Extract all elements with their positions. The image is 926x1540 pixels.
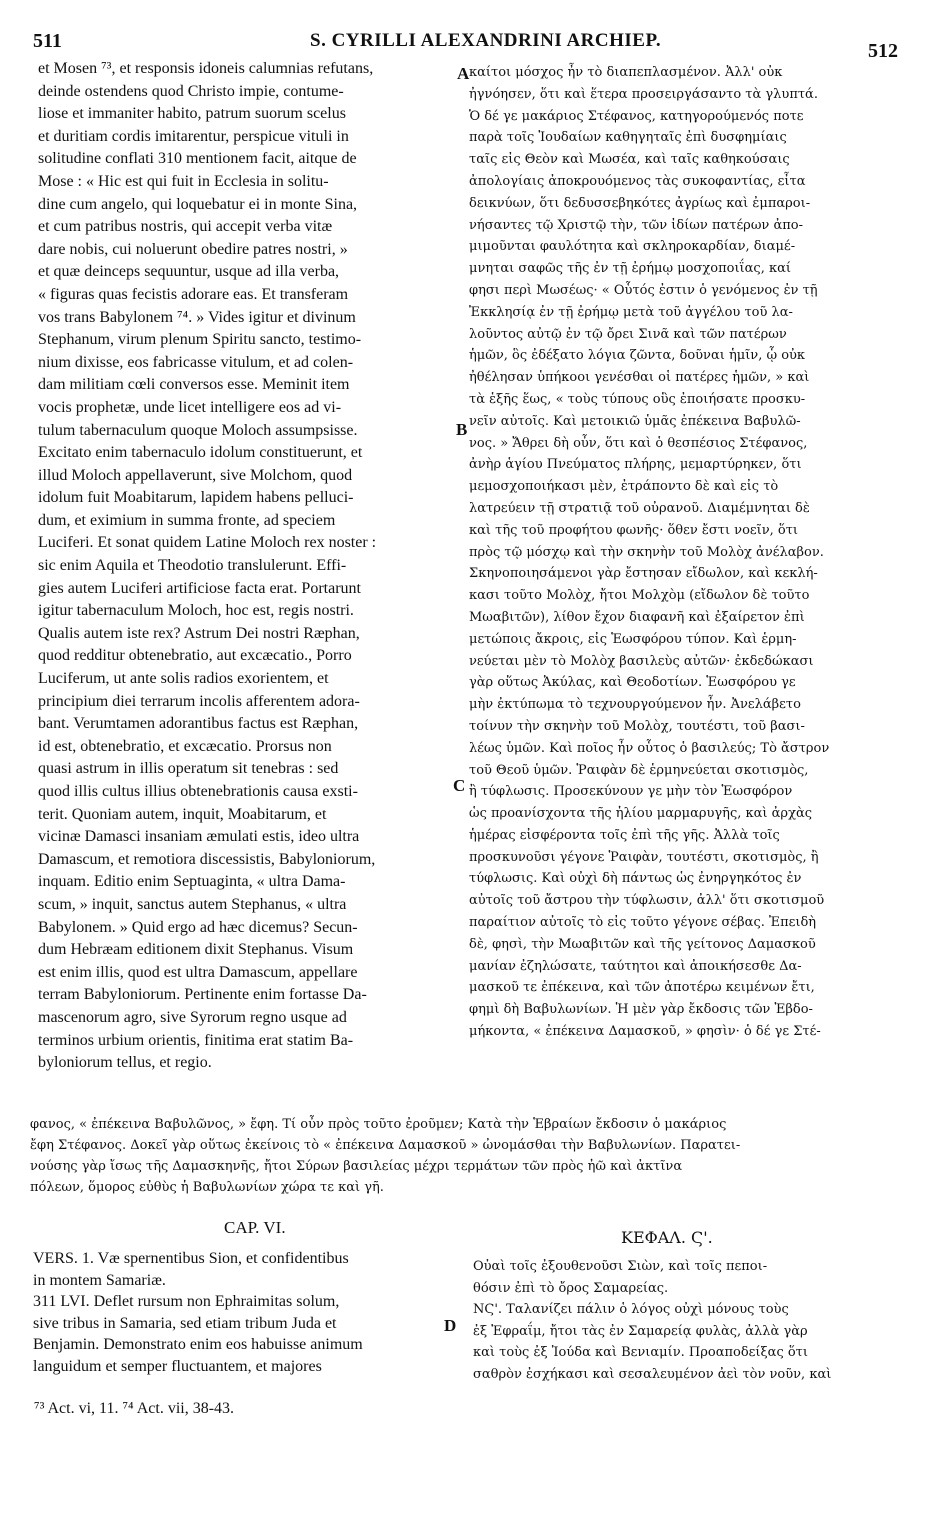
greek-line: νήσαντες τῷ Χριστῷ τὴν, τῶν ἰδίων πατέρων ἀπο- <box>469 217 804 233</box>
greek-line: Σκηνοποιησάμενοι γὰρ ἔστησαν εἴδωλον, καὶ κεκλή- <box>469 566 818 582</box>
greek-line: ἡμῶν, ὃς ἐδέξατο λόγια ζῶντα, δοῦναι ἡμῖν, ᾧ οὐκ <box>469 348 806 364</box>
margin-marker-c: C <box>453 776 466 795</box>
latin-line: Luciferi. Et sonat quidem Latine Moloch rex noster : <box>38 534 377 552</box>
latin-line: idolum fuit Moabitarum, lapidem habens pelluci- <box>38 489 354 507</box>
full-width-line: φανος, « ἐπέκεινα Βαβυλῶνος, » ἔφη. Τί οὖν πρὸς τοῦτο ἐροῦμεν; Κατὰ τὴν Ἑβραίων ἔκδοσιν ὁ μακάριος <box>30 1117 727 1132</box>
latin-line: mascenorum agro, sive Syrorum regno usque ad <box>38 1008 347 1026</box>
latin-line: quasi astrum in illis operatum sit tenebras : sed <box>38 760 339 778</box>
greek-line: καίτοι μόσχος ἦν τὸ διαπεπλασμένον. Ἀλλ' οὐκ <box>469 65 783 80</box>
greek-line: μασκοῦ τε ἐπέκεινα, καὶ τῶν ἀποτέρω κειμένων ἔτι, <box>469 980 815 996</box>
running-header <box>0 30 926 60</box>
latin-line: et quæ deinceps sequuntur, usque ad illa verba, <box>38 263 340 281</box>
latin-line: Luciferum, ut ante solis radios exorientem, et <box>38 670 329 688</box>
greek-line: ἢ τύφλωσις. Προσεκύνουν γε μὴν τὸν Ἑωσφόρον <box>469 784 793 800</box>
latin-line: inquam. Editio enim Septuaginta, « ultra Dama- <box>38 873 346 891</box>
greek-line: μανίαν ἐζηλώσατε, ταύτητοι καὶ ἀποικήσεσθε Δα- <box>469 958 802 974</box>
latin-line: sive tribus in Samaria, sed etiam tribum Juda et <box>33 1314 337 1332</box>
latin-line: terram Babyloniorum. Pertinente enim fortasse Da- <box>38 986 367 1004</box>
latin-line: vos trans Babylonem ⁷⁴. » Vides igitur et divinum <box>38 308 356 326</box>
latin-line: languidum et semper fluctuantem, et majores <box>33 1357 322 1375</box>
latin-line: igitur tabernaculum Moloch, hoc est, regis nostri. <box>38 602 354 620</box>
latin-line: tulum tabernaculum quoque Moloch assumpsisse. <box>38 421 358 439</box>
greek-line: πρὸς τῷ μόσχῳ καὶ τὴν σκηνὴν τοῦ Μολὸχ ἀνέλαβον. <box>469 544 824 560</box>
greek-line: ἀπολογίαις ἀποκρουόμενος τὰς συκοφαντίας, εἶτα <box>469 173 806 189</box>
latin-line: Stephanum, virum plenum Spiritu sancto, testimo- <box>38 331 362 349</box>
latin-line: Babylonem. » Quid ergo ad hæc dicemus? Secun- <box>38 918 358 936</box>
latin-line: principium diei terrarum incolis afferentem adora- <box>38 692 360 710</box>
greek-line: μὴν ἐκτύπωμα τὸ τεχνουργούμενον ἦν. Ἀνελάβετο <box>469 697 801 713</box>
greek-line: δεικνύων, ὅτι δεδυσσεβηκότες ἀγρίως καὶ ἐμπαροι- <box>469 195 811 211</box>
margin-marker-d: D <box>444 1316 457 1335</box>
full-width-line: νούσης γὰρ ἴσως τῆς Δαμασκηνῆς, ἤτοι Σύρων βασιλείας μέχρι τερμάτων τῶν πρὸς ἠῶ καὶ ἀκτῖνα <box>30 1159 683 1174</box>
latin-line: scum, » inquit, sanctus autem Stephanus, « ultra <box>38 895 347 913</box>
full-width-line: ἔφη Στέφανος. Δοκεῖ γὰρ οὕτως ἐκείνοις τὸ « ἐπέκεινα Δαμασκοῦ » ὠνομάσθαι τὴν Βαβυλωνίων. Παρατει- <box>30 1138 741 1153</box>
margin-marker-b: B <box>456 420 468 439</box>
greek-column-bottom <box>473 1256 905 1386</box>
greek-line: Οὐαὶ τοῖς ἐξουθενοῦσι Σιὼν, καὶ τοῖς πεποι- <box>473 1259 768 1274</box>
greek-line: μιμοῦνται φαυλότητα καὶ σκληροκαρδίαν, διαμέ- <box>469 239 796 255</box>
full-width-greek-text <box>30 1114 900 1198</box>
greek-line: ταῖς εἰς Θεὸν καὶ Μωσέα, καὶ ταῖς καθηκούσαις <box>469 152 790 168</box>
latin-line: vocis prophetæ, unde licet intelligere eos ad vi- <box>38 398 342 416</box>
latin-line: quod redditur obtenebratio, aut excæcatio., Porro <box>38 647 352 665</box>
greek-line: παραίτιον αὐτοῖς τὸ εἰς τοῦτο γέγονε σέβας. Ἐπειδὴ <box>469 915 817 931</box>
latin-column-bottom <box>33 1248 443 1378</box>
latin-line: Benjamin. Demonstrato enim eos habuisse animum <box>33 1336 363 1354</box>
greek-line: μεμοσχοποιήκασι μὲν, ἐτράποντο δὲ καὶ εἰς τὸ <box>469 479 779 495</box>
greek-line: ἡμέρας εἰσφέροντα τοῖς ἐπὶ τῆς γῆς. Ἀλλὰ τοῖς <box>469 827 780 843</box>
greek-line: μήκοντα, « ἐπέκεινα Δαμασκοῦ, » φησὶν· ὁ δέ γε Στέ- <box>469 1024 821 1040</box>
page-number-right: 512 <box>868 40 898 62</box>
latin-line: dare nobis, cui noluerunt obedire patres nostri, » <box>38 240 348 258</box>
page-number-left: 511 <box>33 30 62 52</box>
greek-line: αὐτοῖς τοῦ ἄστρου τὴν τύφλωσιν, ἀλλ' ὅτι σκοτισμοῦ <box>469 893 825 909</box>
latin-line: dum, et eximium in summa fronte, ad speciem <box>38 511 336 529</box>
latin-line: Qualis autem iste rex? Astrum Dei nostri Ræphan, <box>38 624 360 642</box>
latin-line: et Mosen ⁷³, et responsis idoneis calumnias refutans, <box>38 60 374 77</box>
latin-line: sic enim Aquila et Theodotio translulerunt. Effi- <box>38 557 347 575</box>
latin-line: bant. Verumtamen adorantibus factus est Ræphan, <box>38 715 359 733</box>
latin-line: et duritiam cordis imitarentur, perspicue vituli in <box>38 127 349 145</box>
latin-column-top <box>38 58 456 1075</box>
greek-line: ἐξ Ἐφραΐμ, ἤτοι τὰς ἐν Σαμαρείᾳ φυλὰς, ἀλλὰ γὰρ <box>473 1323 808 1339</box>
greek-line: κασι τοῦτο Μολὸχ, ἤτοι Μολχὸμ (εἴδωλον δὲ τοῦτο <box>469 588 810 604</box>
greek-line: καὶ τῆς τοῦ προφήτου φωνῆς· ὅθεν ἔστι νοεῖν, ὅτι <box>469 522 799 538</box>
greek-line: παρὰ τοῖς Ἰουδαίων καθηγηταῖς ἐπὶ δυσφημίαις <box>469 130 787 146</box>
greek-line: ΝϚ'. Ταλανίζει πάλιν ὁ λόγος οὐχὶ μόνους τοὺς <box>473 1302 789 1318</box>
latin-line: quod illis cultus illius obtenebrationis causa exsti- <box>38 783 358 800</box>
greek-line: τύφλωσις. Καὶ οὐχὶ δὴ πάντως ὡς ἐνηργηκότος ἐν <box>469 871 802 887</box>
greek-line: δὲ, φησὶ, τὴν Μωαβιτῶν καὶ τῆς γείτονος Δαμασκοῦ <box>469 936 816 952</box>
latin-line: gies autem Luciferi artificiose facta erat. Portarunt <box>38 579 361 597</box>
greek-line: μνηται σαφῶς τῆς ἐν τῇ ἐρήμῳ μοσχοποιΐας, καί <box>469 261 791 277</box>
latin-line: solitudine conflati 310 mentionem facit, aitque de <box>38 150 357 168</box>
latin-line: in montem Samariæ. <box>33 1271 166 1289</box>
greek-line: λέως ὑμῶν. Καὶ ποῖος ἦν οὗτος ὁ βασιλεύς; Τὸ ἄστρον <box>469 740 830 756</box>
greek-line: λοῦντος αὐτῷ ἐν τῷ ὄρει Σινᾶ καὶ τῶν πατέρων <box>469 326 787 342</box>
latin-line: illud Moloch appellaverunt, sive Molchom, quod <box>38 466 353 484</box>
greek-line: φημὶ δὴ Βαβυλωνίων. Ἡ μὲν γὰρ ἔκδοσις τῶν Ἑβδο- <box>469 1002 813 1018</box>
greek-line: λατρεύειν τῇ στρατιᾷ τοῦ οὐρανοῦ. Διαμέμνηται δὲ <box>469 500 810 516</box>
latin-line: terit. Quoniam autem, inquit, Moabitarum, et <box>38 805 327 823</box>
latin-line: liose et immaniter habito, patrum suorum scelus <box>38 105 346 123</box>
greek-line: τοίνυν τὴν σκηνὴν τοῦ Μολὸχ, τουτέστι, τοῦ βασι- <box>469 718 805 734</box>
latin-line: nium dixisse, eos fabricasse vitulum, et ad colen- <box>38 353 354 371</box>
greek-line: τοῦ Θεοῦ ὑμῶν. Ῥαιφὰν δὲ ἑρμηνεύεται σκοτισμὸς, <box>469 762 809 778</box>
latin-line: Mose : « Hic est qui fuit in Ecclesia in solitu- <box>38 172 329 190</box>
latin-line: deinde ostendens quod Christo impie, contume- <box>38 82 344 100</box>
latin-line: 311 LVI. Deflet rursum non Ephraimitas solum, <box>33 1293 340 1311</box>
latin-line: est enim illis, quod est ultra Damascum, appellare <box>38 963 358 981</box>
greek-line: σαθρὸν ἐσχήκασι καὶ σεσαλευμένον ἀεὶ τὸν νοῦν, καὶ <box>473 1366 832 1382</box>
latin-line: vicinæ Damasci insaniam æmulati estis, ideo ultra <box>38 828 360 846</box>
greek-line: Μωαβιτῶν), λίθον ἔχον διαφανῆ καὶ ἐξαίρετον ἐπὶ <box>469 609 805 625</box>
latin-line: dum Hebræam editionem dixit Stephanus. Visum <box>38 941 354 959</box>
chapter-heading-latin: CAP. VI. <box>224 1218 286 1237</box>
latin-line: id est, obtenebratio, et excæcatio. Prorsus non <box>38 737 332 755</box>
footnotes: ⁷³ Act. vi, 11. ⁷⁴ Act. vii, 38-43. <box>34 1400 235 1417</box>
latin-line: byloniorum tellus, et regio. <box>38 1054 212 1072</box>
greek-column-top <box>469 62 905 1043</box>
latin-line: et cum patribus nostris, qui accepit verba vitæ <box>38 218 333 236</box>
greek-line: προσκυνοῦσι γέγονε Ῥαιφὰν, τουτέστι, σκοτισμὸς, ἢ <box>469 849 819 865</box>
greek-line: γὰρ οὕτως Ἀκύλας, καὶ Θεοδοτίων. Ἑωσφόρου γε <box>469 675 796 691</box>
greek-line: ἠθέλησαν ὑπήκοοι γενέσθαι οἱ πατέρες ἡμῶν, » καὶ <box>469 370 810 386</box>
greek-line: θόσιν ἐπὶ τὸ ὄρος Σαμαρείας. <box>473 1280 669 1296</box>
greek-line: νεύεται μὲν τὸ Μολὸχ βασιλεὺς αὐτῶν· ἐκδεδώκασι <box>469 653 814 669</box>
latin-line: dine cum angelo, qui loquebatur ei in monte Sina, <box>38 195 358 213</box>
latin-line: Excitato enim tabernaculo idolum constituerunt, et <box>38 444 363 462</box>
latin-line: VERS. 1. Væ spernentibus Sion, et confidentibus <box>33 1250 349 1267</box>
greek-line: καὶ τοὺς ἐξ Ἰούδα καὶ Βενιαμίν. Προαποδείξας ὅτι <box>473 1345 808 1361</box>
greek-line: Ὁ δέ γε μακάριος Στέφανος, κατηγορούμενός ποτε <box>469 108 804 124</box>
latin-line: terminos urbium orientis, finitima erat statim Ba- <box>38 1031 354 1049</box>
greek-line: τὰ ἑξῆς ἕως, « τοὺς τύπους οὓς ἐποιήσατε προσκυ- <box>469 391 806 407</box>
greek-line: φησι περὶ Μωσέως· « Οὗτός ἐστιν ὁ γενόμενος ἐν τῇ <box>469 282 818 298</box>
greek-line: ἠγνόησεν, ὅτι καὶ ἕτερα προσειργάσαντο τὰ γλυπτά. <box>469 86 818 102</box>
chapter-heading-greek: ΚΕΦΑΛ. Ϛ'. <box>621 1228 713 1247</box>
greek-line: ἀνὴρ ἁγίου Πνεύματος πλήρης, μεμαρτύρηκεν, ὅτι <box>469 457 802 473</box>
greek-line: νεῖν αὐτοῖς. Καὶ μετοικιῶ ὑμᾶς ἐπέκεινα Βαβυλῶ- <box>469 413 801 429</box>
greek-line: μετώποις ἄκροις, εἰς Ἑωσφόρου τύπον. Καὶ ἑρμη- <box>469 631 797 647</box>
greek-line: νος. » Ἄθρει δὴ οὖν, ὅτι καὶ ὁ θεσπέσιος Στέφανος, <box>469 435 808 451</box>
latin-line: dam militiam cœli conversos esse. Meminit item <box>38 376 350 394</box>
full-width-line: πόλεων, ὅμορος εὐθὺς ἡ Βαβυλωνίων χώρα τε καὶ γῆ. <box>30 1180 384 1195</box>
greek-line: Ἐκκλησίᾳ ἐν τῇ ἐρήμῳ μετὰ τοῦ ἀγγέλου τοῦ λα- <box>469 304 793 320</box>
latin-line: « figuras quas fecistis adorare eas. Et transferam <box>38 285 349 303</box>
running-title: S. CYRILLI ALEXANDRINI ARCHIEP. <box>310 30 662 51</box>
margin-marker-a: A <box>457 64 470 83</box>
latin-line: Damascum, et remotiora discessistis, Babyloniorum, <box>38 850 376 868</box>
greek-line: ὡς προανίσχοντα τῆς ἡλίου μαρμαρυγῆς, καὶ ἀρχὰς <box>469 806 813 822</box>
